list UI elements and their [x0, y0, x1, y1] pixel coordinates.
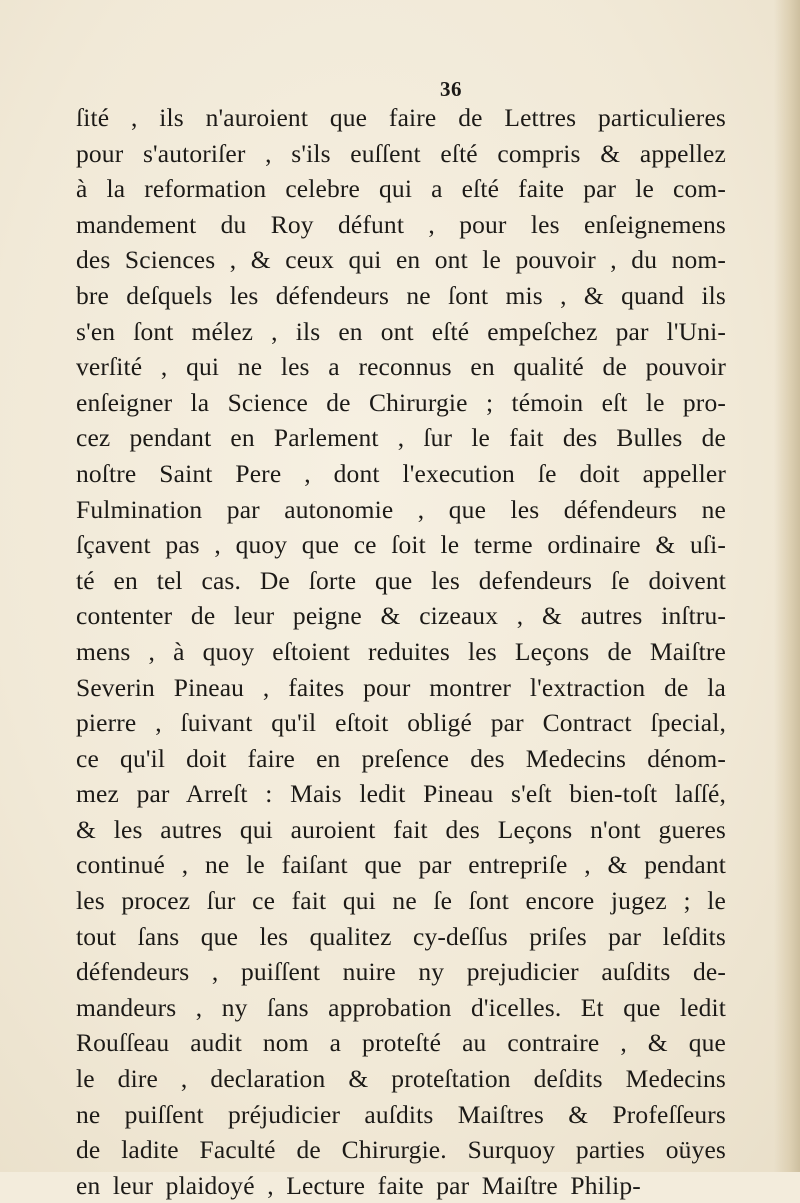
text-line: ne puiſſent préjudicier auſdits Maiſtres & Profeſſeurs: [76, 1099, 726, 1129]
text-line: cez pendant en Parlement , ſur le fait des Bulles de: [76, 423, 726, 453]
text-line: le dire , declaration & proteſtation deſdits Medecins: [76, 1064, 726, 1094]
page-number: 36: [440, 77, 462, 101]
text-line: enſeigner la Science de Chirurgie ; témoin eſt le pro-: [76, 387, 726, 417]
text-line: des Sciences , & ceux qui en ont le pouvoir , du nom-: [76, 245, 726, 275]
text-line: ſité , ils n'auroient que faire de Lettres particulieres: [76, 103, 726, 132]
body-text: [76, 100, 726, 1203]
text-line: mez par Arreſt : Mais ledit Pineau s'eſt bien-toſt laſſé,: [76, 779, 726, 809]
page-edge-shadow: [774, 0, 800, 1172]
text-line: continué , ne le faiſant que par entrepriſe , & pendant: [76, 850, 726, 880]
text-line: Fulmination par autonomie , que les défendeurs ne: [76, 494, 726, 524]
text-line: de ladite Faculté de Chirurgie. Surquoy parties oüyes: [76, 1135, 726, 1165]
text-line: défendeurs , puiſſent nuire ny prejudicier auſdits de-: [76, 957, 726, 987]
text-line: mens , à quoy eſtoient reduites les Leçons de Maiſtre: [76, 636, 726, 666]
text-line: en leur plaidoyé , Lecture faite par Maiſtre Philip-: [76, 1170, 641, 1200]
text-line: à la reformation celebre qui a eſté faite par le com-: [76, 174, 726, 204]
text-line: pour s'autoriſer , s'ils euſſent eſté compris & appellez: [76, 138, 726, 168]
text-line: mandement du Roy défunt , pour les enſeignemens: [76, 209, 726, 239]
text-line: Severin Pineau , faites pour montrer l'extraction de la: [76, 672, 726, 702]
text-line: mandeurs , ny ſans approbation d'icelles. Et que ledit: [76, 992, 726, 1022]
text-line: tout ſans que les qualitez cy-deſſus priſes par leſdits: [76, 921, 726, 951]
text-line: bre deſquels les défendeurs ne ſont mis , & quand ils: [76, 280, 726, 310]
text-line: verſité , qui ne les a reconnus en qualité de pouvoir: [76, 352, 726, 382]
text-line: ce qu'il doit faire en preſence des Medecins dénom-: [76, 743, 726, 773]
text-line: té en tel cas. De ſorte que les defendeurs ſe doivent: [76, 565, 726, 595]
text-line: s'en ſont mélez , ils en ont eſté empeſchez par l'Uni-: [76, 316, 726, 346]
text-line: ſçavent pas , quoy que ce ſoit le terme ordinaire & uſi-: [76, 530, 726, 560]
text-line: & les autres qui auroient fait des Leçons n'ont gueres: [76, 814, 726, 844]
text-line: contenter de leur peigne & cizeaux , & autres inſtru-: [76, 601, 726, 631]
text-line: Rouſſeau audit nom a proteſté au contraire , & que: [76, 1028, 726, 1058]
text-line: noſtre Saint Pere , dont l'execution ſe doit appeller: [76, 458, 726, 488]
text-line: les procez ſur ce fait qui ne ſe ſont encore jugez ; le: [76, 886, 726, 916]
text-line: pierre , ſuivant qu'il eſtoit obligé par Contract ſpecial,: [76, 708, 726, 738]
